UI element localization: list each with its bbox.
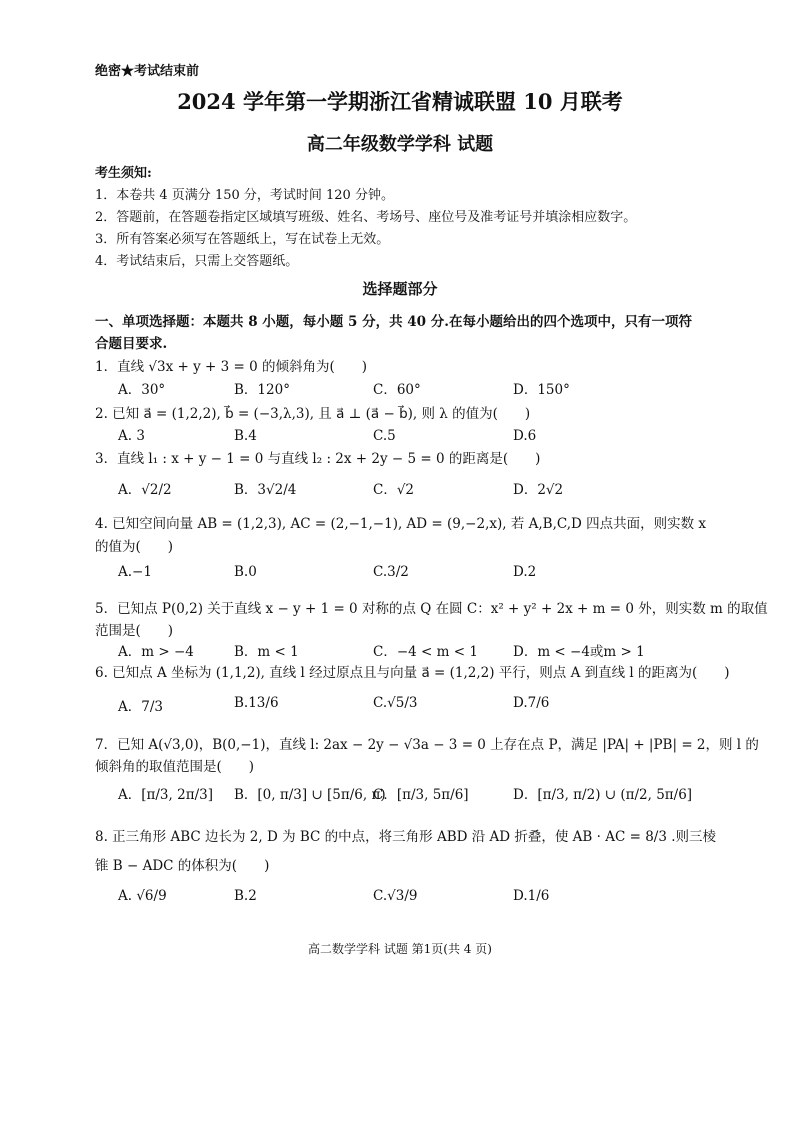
- question-6-stem: 6. 已知点 A 坐标为 (1,1,2), 直线 l 经过原点且与向量 a⃗ = (1,2,2) 平行，则点 A 到直线 l 的距离为( ): [95, 665, 730, 681]
- notice-item: 3．所有答案必须写在答题纸上，写在试卷上无效。: [95, 232, 390, 247]
- question-8-stem-cont: 锥 B − ADC 的体积为( ): [95, 858, 270, 874]
- top-secret-label: 绝密★考试结束前: [95, 64, 200, 79]
- exam-subtitle: 高二年级数学学科 试题: [306, 134, 494, 155]
- question-6-option-a: A．7/3: [118, 699, 163, 715]
- notice-item: 1．本卷共 4 页满分 150 分，考试时间 120 分钟。: [95, 188, 394, 203]
- question-5-stem-cont: 范围是( ): [95, 623, 174, 639]
- question-4-stem-cont: 的值为( ): [95, 539, 174, 555]
- question-4-stem: 4. 已知空间向量 AB = (1,2,3), AC = (2,−1,−1), AD = (9,−2,x), 若 A,B,C,D 四点共面，则实数 x: [95, 516, 707, 532]
- question-8-option-d: D.1/6: [513, 888, 550, 904]
- section-title: 选择题部分: [362, 280, 438, 298]
- question-1-option-c: C．60°: [373, 382, 421, 398]
- question-3-option-a: A．√2/2: [118, 482, 172, 498]
- question-5-option-b: B．m < 1: [234, 644, 299, 660]
- question-7-stem: 7．已知 A(√3,0)，B(0,−1)，直线 l: 2ax − 2y − √3a − 3 = 0 上存在点 P，满足 |PA| + |PB| = 2，则 l 的: [95, 737, 759, 753]
- question-1-option-b: B．120°: [234, 382, 290, 398]
- question-5-option-c: C．−4 < m < 1: [373, 644, 478, 660]
- section-instruction: 一、单项选择题：本题共 8 小题，每小题 5 分，共 40 分.在每小题给出的四个选项中，只有一项符: [95, 314, 692, 330]
- question-6-option-d: D.7/6: [513, 695, 550, 711]
- question-5-option-d: D．m < −4或m > 1: [513, 644, 645, 660]
- question-8-stem: 8. 正三角形 ABC 边长为 2, D 为 BC 的中点，将三角形 ABD 沿 AD 折叠，使 AB · AC = 8/3 .则三棱: [95, 829, 717, 845]
- question-1-option-d: D．150°: [513, 382, 570, 398]
- question-6-option-c: C.√5/3: [373, 695, 418, 711]
- question-7-stem-cont: 倾斜角的取值范围是( ): [95, 759, 255, 775]
- question-7-option-d: D．[π/3, π/2) ∪ (π/2, 5π/6]: [513, 787, 693, 803]
- question-4-option-d: D.2: [513, 564, 537, 580]
- question-7-option-c: C．[π/3, 5π/6]: [373, 787, 469, 803]
- question-7-option-a: A．[π/3, 2π/3]: [118, 787, 213, 803]
- question-3-stem: 3．直线 l₁ : x + y − 1 = 0 与直线 l₂ : 2x + 2y − 5 = 0 的距离是( ): [95, 451, 541, 467]
- section-instruction-cont: 合题目要求.: [95, 336, 168, 352]
- notice-heading: 考生须知:: [95, 166, 152, 181]
- question-8-option-c: C.√3/9: [373, 888, 418, 904]
- question-3-option-c: C．√2: [373, 482, 415, 498]
- question-2-option-d: D.6: [513, 428, 537, 444]
- question-3-option-b: B．3√2/4: [234, 482, 297, 498]
- question-4-option-b: B.0: [234, 564, 257, 580]
- question-5-stem: 5．已知点 P(0,2) 关于直线 x − y + 1 = 0 对称的点 Q 在圆 C：x² + y² + 2x + m = 0 外，则实数 m 的取值: [95, 601, 768, 617]
- question-3-option-d: D．2√2: [513, 482, 564, 498]
- page-footer: 高二数学学科 试题 第1页(共 4 页): [308, 942, 492, 956]
- question-4-option-c: C.3/2: [373, 564, 409, 580]
- question-5-option-a: A．m > −4: [118, 644, 194, 660]
- question-2-option-a: A. 3: [118, 428, 145, 444]
- question-8-option-a: A. √6/9: [118, 888, 167, 904]
- question-4-option-a: A.−1: [118, 564, 152, 580]
- notice-item: 4．考试结束后，只需上交答题纸。: [95, 254, 299, 269]
- exam-title: 2024 学年第一学期浙江省精诚联盟 10 月联考: [177, 89, 623, 114]
- question-1-stem: 1．直线 √3x + y + 3 = 0 的倾斜角为( ): [95, 359, 367, 375]
- question-6-option-b: B.13/6: [234, 695, 279, 711]
- question-8-option-b: B.2: [234, 888, 257, 904]
- notice-item: 2．答题前，在答题卷指定区域填写班级、姓名、考场号、座位号及准考证号并填涂相应数字。: [95, 210, 637, 225]
- question-2-option-c: C.5: [373, 428, 396, 444]
- question-2-option-b: B.4: [234, 428, 257, 444]
- question-7-option-b: B．[0, π/3] ∪ [5π/6, π): [234, 787, 386, 803]
- question-2-stem: 2. 已知 a⃗ = (1,2,2), b⃗ = (−3,λ,3), 且 a⃗ ⊥ (a⃗ − b⃗), 则 λ 的值为( ): [95, 406, 531, 422]
- question-1-option-a: A．30°: [118, 382, 166, 398]
